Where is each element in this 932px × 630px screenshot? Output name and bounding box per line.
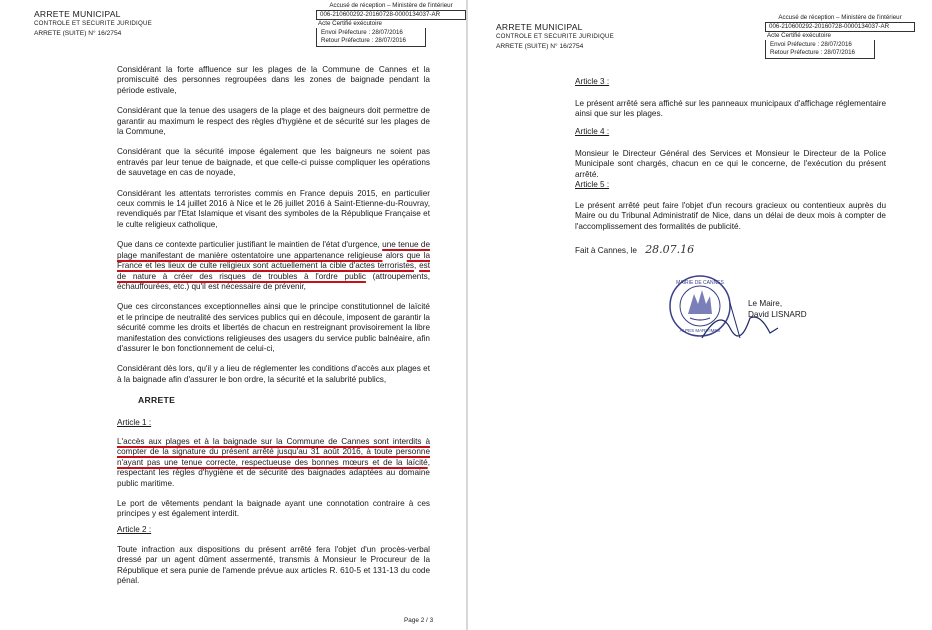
considerant-block xyxy=(117,65,430,385)
fait-a-line xyxy=(575,243,694,256)
paragraph-2: Considérant que la tenue des usagers de la plage et des baigneurs doit permettre de garantir au maximum le respect des règles d'hygiène et de sécurité sur les plages de la Commune, xyxy=(117,106,430,137)
page-number: Page 2 / 3 xyxy=(404,617,434,624)
p5-text: (attroupements, échauffourées, etc.) qu'il est nécessaire de prévenir, xyxy=(117,271,430,291)
reception-stamp xyxy=(765,14,915,59)
stamp-envoi: Envoi Préfecture : 28/07/2016 xyxy=(321,29,403,36)
document-page-right xyxy=(468,0,932,630)
paragraph-4 xyxy=(117,189,430,231)
article-4-body: Monsieur le Directeur Général des Services et Monsieur le Directeur de la Police Municipale sont chargés, chacun en ce qui le concerne, de l'exécution du présent arrêté. xyxy=(575,149,886,179)
article-5-label: Article 5 : xyxy=(575,180,610,189)
article-5-body: Le présent arrêté peut faire l'objet d'un recours gracieux ou contentieux auprès du Maire ou du Tribunal Administratif de Nice, dans un délai de deux mois à compter de l'accomplissement des formalités de publicité. xyxy=(575,201,886,231)
stamp-dates xyxy=(765,40,875,59)
p5-underlined-2: que la France et les lieux de culte religieux sont actuellement la cible d'actes terroristes xyxy=(117,250,430,271)
stamp-title: Accusé de réception – Ministère de l'intérieur xyxy=(329,2,453,9)
header-subtitle: CONTROLE ET SECURITE JURIDIQUE xyxy=(496,33,614,40)
p5-text: alors xyxy=(382,250,407,260)
seal-text-top: MAIRIE DE CANNES xyxy=(676,280,724,286)
page-header xyxy=(496,22,614,52)
article-1-para-2: Le port de vêtements pendant la baignade ayant une connotation contraire à ces principes y est également interdit. xyxy=(117,499,430,519)
stamp-envoi: Envoi Préfecture : 28/07/2016 xyxy=(770,41,852,48)
header-ref: ARRETE (SUITE) N° 16/2754 xyxy=(34,30,122,37)
p5-underlined-1: une tenue de plage manifestant de manière ostentatoire une appartenance religieuse xyxy=(117,240,431,260)
paragraph-5 xyxy=(117,240,430,292)
article-1-body xyxy=(117,437,430,520)
stamp-title: Accusé de réception – Ministère de l'intérieur xyxy=(778,14,902,21)
article-3-label: Article 3 : xyxy=(575,77,610,86)
header-title: ARRETE MUNICIPAL xyxy=(496,22,583,32)
mayor-title: Le Maire, xyxy=(748,299,783,308)
mayor-block xyxy=(748,298,807,320)
p5-text: Que dans ce contexte particulier justifiant le maintien de l'état d'urgence, xyxy=(117,240,383,250)
article-4-label: Article 4 : xyxy=(575,127,610,136)
article-2-body: Toute infraction aux dispositions du présent arrêté fera l'objet d'un procès-verbal dressé par un agent dûment assermenté, transmis à Monsieur le Procureur de la République et sera punie de l'amende prévue aux articles R. 610-5 et 131-13 du code pénal. xyxy=(117,545,430,586)
handwritten-date: 28.07.16 xyxy=(645,243,695,256)
stamp-cert: Acte Certifié exécutoire xyxy=(767,32,831,39)
paragraph-6: Que ces circonstances exceptionnelles ainsi que le principe constitutionnel de laïcité et le principe de neutralité des services publics qui en découle, imposent de garantir la sécurité comme les droits et libertés de chacun en restreignant provisoirement la libre manifestation des convictions religieuses des usagers du service public balnéaire, afin d'assurer le bon fonctionnement de celui-ci, xyxy=(117,302,430,353)
stamp-code: 006-210600292-20160728-0000134037-AR xyxy=(316,10,466,20)
arrete-heading: ARRETE xyxy=(138,395,176,405)
stamp-code: 006-210600292-20160728-0000134037-AR xyxy=(765,22,915,32)
reception-stamp xyxy=(316,2,466,47)
article-2-label: Article 2 : xyxy=(117,525,152,534)
stamp-retour: Retour Préfecture : 28/07/2016 xyxy=(770,49,855,56)
paragraph-4-text: Considérant les attentats terroristes commis en France depuis 2015, en particulier ceux commis le 14 juillet 2016 à Nice et le 26 juillet 2016 à Saint-Etienne-du-Rouvray, revendiqués par l'Etat Islamique et visant des symboles de la République Française et le culte religieux catholique, xyxy=(117,188,430,229)
header-ref: ARRETE (SUITE) N° 16/2754 xyxy=(496,43,584,50)
article-1-para xyxy=(117,437,430,489)
page-header xyxy=(34,9,152,39)
p5-underlined-3: est de nature à créer des risques de troubles à l'ordre public xyxy=(117,261,430,281)
stamp-cert: Acte Certifié exécutoire xyxy=(318,20,382,27)
header-subtitle: CONTROLE ET SECURITE JURIDIQUE xyxy=(34,20,152,27)
seal-text-bottom: ALPES MARITIMES xyxy=(679,328,721,333)
stamp-dates xyxy=(316,28,426,47)
p5-text: , xyxy=(414,261,420,271)
fait-a-text: Fait à Cannes, le xyxy=(575,246,637,255)
paragraph-1: Considérant la forte affluence sur les plages de la Commune de Cannes et la promiscuité des personnes regroupées dans les zones de baignade pendant la période estivale, xyxy=(117,65,430,95)
article-3-body: Le présent arrêté sera affiché sur les panneaux municipaux d'affichage réglementaire ainsi que sur les plages. xyxy=(575,99,886,119)
article-1-text: , respectant les règles d'hygiène et de sécurité des baignades adaptées au domaine public maritime. xyxy=(117,457,430,488)
paragraph-7: Considérant dès lors, qu'il y a lieu de réglementer les conditions d'accès aux plages et à la baignade afin d'assurer le bon ordre, la sécurité et la salubrité publics, xyxy=(117,364,430,384)
stamp-retour: Retour Préfecture : 28/07/2016 xyxy=(321,37,406,44)
header-title: ARRETE MUNICIPAL xyxy=(34,9,121,19)
paragraph-3: Considérant que la sécurité impose également que les baigneurs ne soient pas entravés par leur tenue de baignade, et que celle-ci puisse compliquer les opérations de sauvetage en cas de noyade, xyxy=(117,147,430,178)
article-1-underlined: L'accès aux plages et à la baignade sur la Commune de Cannes sont interdits à compter de la signature du présent arrêté jusqu'au 31 août 2016, à toute personne n'ayant pas une tenue correcte, respectueuse des bonnes mœurs et de la laïcité xyxy=(117,437,430,467)
mayor-name: David LISNARD xyxy=(748,310,807,319)
article-1-label: Article 1 : xyxy=(117,418,152,427)
